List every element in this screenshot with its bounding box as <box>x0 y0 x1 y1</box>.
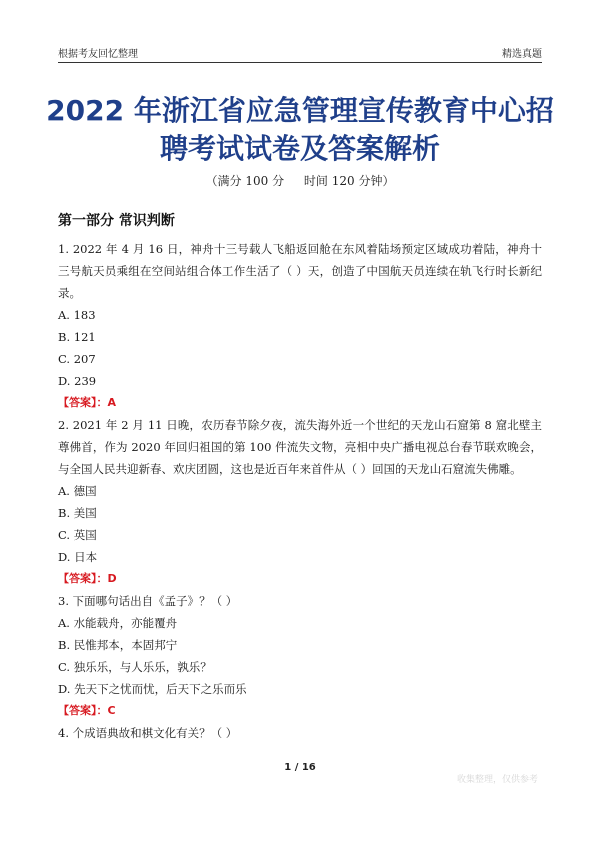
option-a: A. 水能载舟，亦能覆舟 <box>58 616 178 630</box>
question-stem: 4. 个成语典故和棋文化有关？（ ） <box>58 726 238 740</box>
section-heading: 第一部分 常识判断 <box>58 213 175 229</box>
question-stem: 3. 下面哪句话出自《孟子》？（ ） <box>58 594 238 608</box>
question-1 <box>58 238 542 414</box>
answer-label: 【答案】：C <box>58 704 116 717</box>
question-2 <box>58 414 542 590</box>
option-c: C. 独乐乐，与人乐乐，孰乐？ <box>58 660 212 674</box>
answer-label: 【答案】：A <box>58 396 117 409</box>
header-category-label: 精选真题 <box>502 49 542 60</box>
option-a: A. 183 <box>58 308 96 322</box>
option-c: C. 英国 <box>58 528 97 542</box>
option-d: D. 先天下之忧而忧，后天下之乐而乐 <box>58 682 247 696</box>
option-d: D. 日本 <box>58 550 98 564</box>
question-3 <box>58 590 542 722</box>
option-b: B. 121 <box>58 330 96 344</box>
exam-info <box>0 172 600 189</box>
document-title: 2022 年浙江省应急管理宣传教育中心招聘考试试卷及答案解析 <box>46 94 554 165</box>
option-a: A. 德国 <box>58 484 97 498</box>
option-d: D. 239 <box>58 374 97 388</box>
question-4 <box>58 722 542 744</box>
page-number: 1 / 16 <box>284 762 316 773</box>
question-stem: 2. 2021 年 2 月 11 日晚，农历春节除夕夜，流失海外近一个世纪的天龙山石窟第 8 窟北壁主尊佛首，作为 2020 年回归祖国的第 100 件流失文物，亮相中央广播电视总台春节联欢晚会，与全国人民共迎新春、欢庆团圆，这也是近百年来首件从（ ）回国的天龙山石窟流失佛雕。 <box>58 418 542 476</box>
question-stem: 1. 2022 年 4 月 16 日，神舟十三号载人飞船返回舱在东风着陆场预定区域成功着陆，神舟十三号航天员乘组在空间站组合体工作生活了（ ）天，创造了中国航天员连续在轨飞行时长新纪录。 <box>58 242 542 300</box>
exam-score: （满分 100 分 <box>205 174 285 188</box>
question-list <box>58 238 542 744</box>
page-header <box>58 42 542 63</box>
option-c: C. 207 <box>58 352 96 366</box>
exam-time: 时间 120 分钟） <box>303 174 395 188</box>
watermark: 收集整理，仅供参考 <box>456 775 538 785</box>
option-b: B. 美国 <box>58 506 97 520</box>
option-b: B. 民惟邦本，本固邦宁 <box>58 638 178 652</box>
header-source-label: 根据考友回忆整理 <box>58 49 138 60</box>
answer-label: 【答案】：D <box>58 572 117 585</box>
